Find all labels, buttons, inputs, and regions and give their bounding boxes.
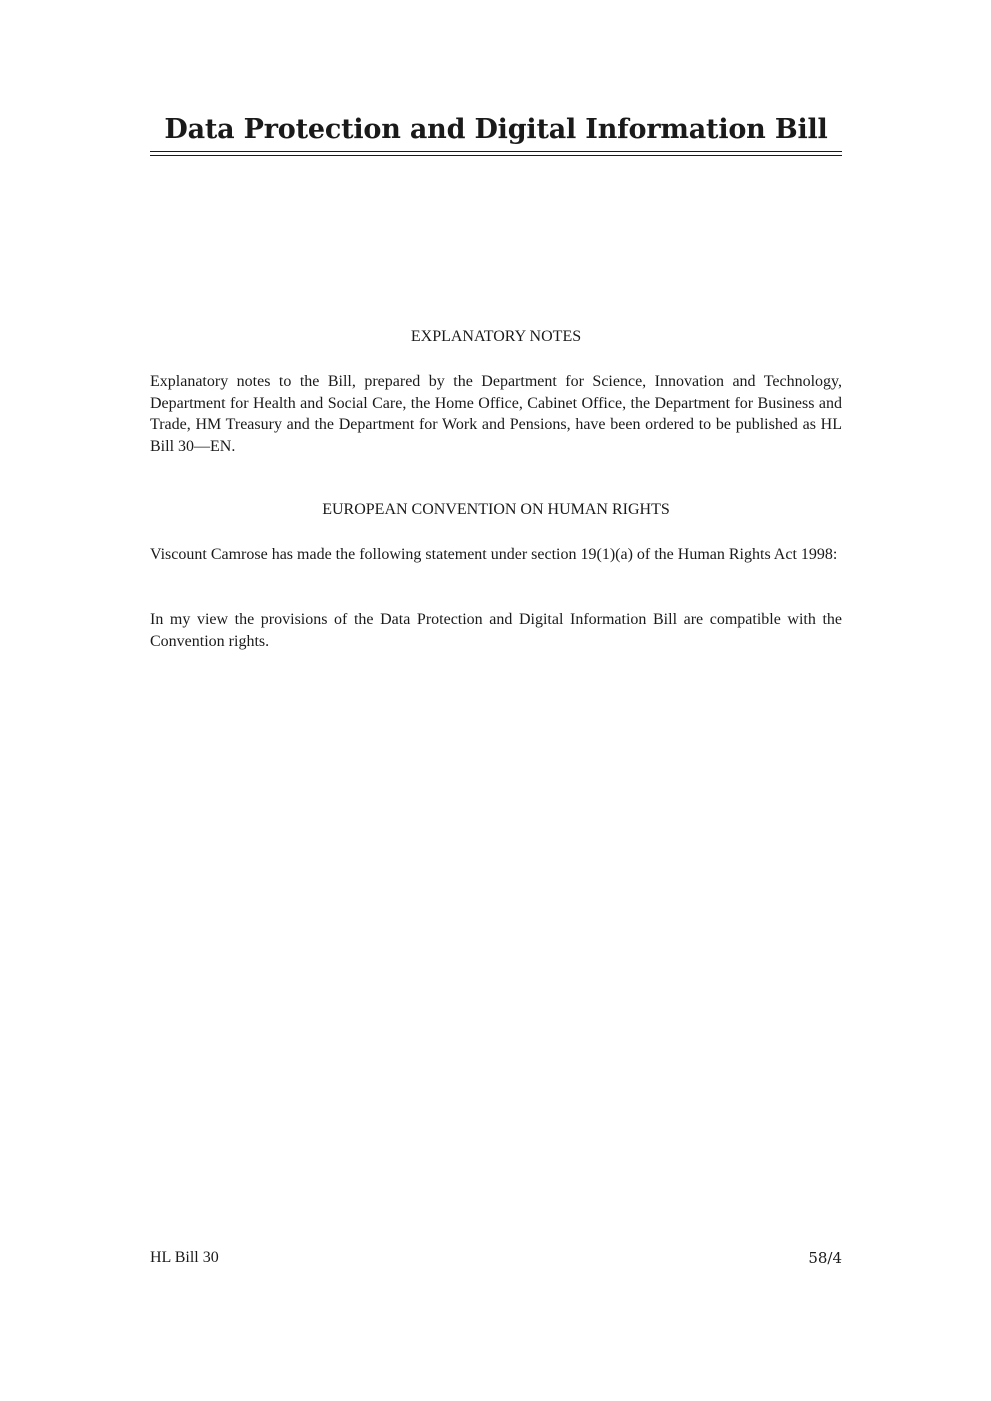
echr-view-paragraph: In my view the provisions of the Data Protection and Digital Information Bill are compatible with the Convention rights. (150, 611, 842, 650)
explanatory-notes-paragraph: Explanatory notes to the Bill, prepared by the Department for Science, Innovation and Technology, Department for Health and Social Care, the Home Office, Cabinet Office, the Department for Business and Trade, HM Treasury and the Department for Work and Pensions, have been ordered to be published as HL Bill 30—EN. (150, 373, 842, 455)
title-rule-lower (150, 155, 842, 156)
bill-title: Data Protection and Digital Information Bill (164, 114, 828, 145)
explanatory-notes-heading: EXPLANATORY NOTES (410, 328, 582, 345)
echr-statement-paragraph: Viscount Camrose has made the following statement under section 19(1)(a) of the Human Rights Act 1998: (150, 546, 838, 563)
footer-bill-number: HL Bill 30 (150, 1249, 219, 1266)
echr-heading: EUROPEAN CONVENTION ON HUMAN RIGHTS (322, 501, 670, 518)
footer-reference: 58/4 (808, 1249, 842, 1267)
title-rule-upper (150, 151, 842, 152)
